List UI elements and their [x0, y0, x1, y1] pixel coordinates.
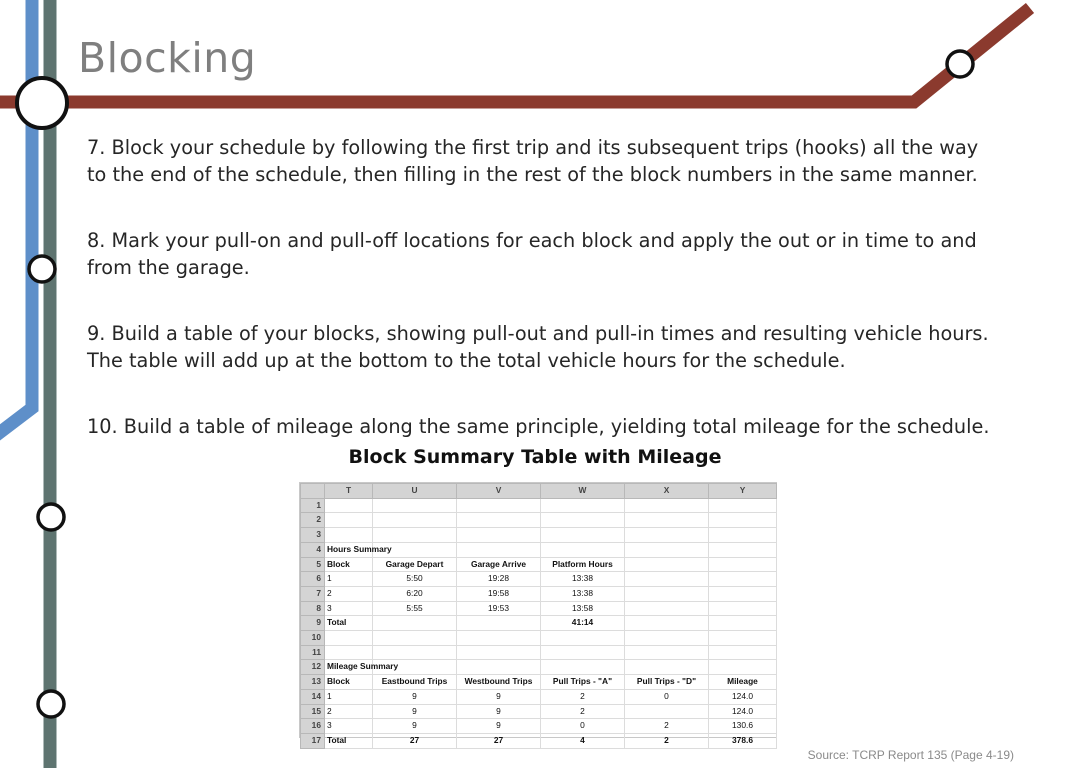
table-cell: 6:20: [373, 586, 457, 601]
table-cell: 41:14: [541, 616, 625, 631]
table-cell: [709, 586, 777, 601]
table-cell: 0: [541, 719, 625, 734]
table-cell: 13:38: [541, 586, 625, 601]
table-cell: Total: [325, 733, 373, 748]
table-cell: [325, 645, 373, 660]
table-cell: [709, 572, 777, 587]
table-cell: Block: [325, 675, 373, 690]
table-cell: [541, 660, 625, 675]
source-citation: Source: TCRP Report 135 (Page 4-19): [807, 748, 1014, 762]
table-row: [301, 675, 777, 690]
stop-circle: [947, 51, 973, 77]
column-header: V: [457, 484, 541, 499]
row-number: 6: [301, 572, 325, 587]
row-number: 14: [301, 689, 325, 704]
column-header-row: [301, 484, 777, 499]
table-cell: 1: [325, 689, 373, 704]
table-cell: 5:50: [373, 572, 457, 587]
table-cell: 9: [373, 719, 457, 734]
table-cell: [625, 616, 709, 631]
table-row: [301, 572, 777, 587]
table-cell: 2: [541, 704, 625, 719]
table-cell: 27: [373, 733, 457, 748]
step-7-paragraph: 7. Block your schedule by following the first trip and its subsequent trips (hooks) all the way to the end of the schedule, then filling in the rest of the block numbers in the same manner.: [87, 136, 979, 186]
table-cell: [541, 645, 625, 660]
table-cell: [709, 542, 777, 557]
table-cell: [541, 631, 625, 646]
table-cell: [457, 542, 541, 557]
table-cell: 2: [625, 733, 709, 748]
table-cell: [625, 631, 709, 646]
table-cell: [709, 631, 777, 646]
block-summary-table: [300, 483, 777, 749]
row-number: 10: [301, 631, 325, 646]
table-cell: 27: [457, 733, 541, 748]
table-cell: [325, 528, 373, 543]
table-cell: 0: [625, 689, 709, 704]
table-cell: 13:38: [541, 572, 625, 587]
table-row: [301, 631, 777, 646]
table-cell: 2: [541, 689, 625, 704]
column-header: U: [373, 484, 457, 499]
table-cell: [625, 498, 709, 513]
row-number: 12: [301, 660, 325, 675]
table-cell: 9: [457, 719, 541, 734]
table-cell: 378.6: [709, 733, 777, 748]
table-row: [301, 528, 777, 543]
stop-circle: [38, 691, 64, 717]
table-cell: [325, 498, 373, 513]
row-number: 5: [301, 557, 325, 572]
table-cell: Garage Arrive: [457, 557, 541, 572]
table-cell: [625, 660, 709, 675]
table-cell: [709, 513, 777, 528]
table-cell: 9: [457, 704, 541, 719]
table-cell: 3: [325, 719, 373, 734]
table-cell: 9: [373, 704, 457, 719]
table-row: [301, 601, 777, 616]
table-cell: Eastbound Trips: [373, 675, 457, 690]
step-9-paragraph: 9. Build a table of your blocks, showing pull-out and pull-in times and resulting vehicle hours. The table will add up at the bottom to the total vehicle hours for the schedule.: [87, 322, 989, 372]
table-cell: [709, 557, 777, 572]
row-number: 16: [301, 719, 325, 734]
table-cell: 9: [457, 689, 541, 704]
table-cell: [625, 542, 709, 557]
table-cell: Garage Depart: [373, 557, 457, 572]
table-cell: 124.0: [709, 689, 777, 704]
table-cell: [373, 528, 457, 543]
spreadsheet-body: [301, 498, 777, 748]
table-cell: 19:53: [457, 601, 541, 616]
table-row: [301, 542, 777, 557]
corner-cell: [301, 484, 325, 499]
table-cell: Pull Trips - "D": [625, 675, 709, 690]
table-row: [301, 733, 777, 748]
table-cell: [457, 645, 541, 660]
table-cell: 13:58: [541, 601, 625, 616]
row-number: 3: [301, 528, 325, 543]
row-number: 1: [301, 498, 325, 513]
large-stop-circle: [17, 78, 67, 128]
table-cell: [541, 498, 625, 513]
column-header: X: [625, 484, 709, 499]
table-cell: [541, 513, 625, 528]
table-cell: 3: [325, 601, 373, 616]
table-cell: [625, 601, 709, 616]
table-cell: [457, 660, 541, 675]
table-row: [301, 513, 777, 528]
table-cell: 9: [373, 689, 457, 704]
table-cell: [373, 498, 457, 513]
table-cell: 130.6: [709, 719, 777, 734]
table-row: [301, 719, 777, 734]
table-cell: [625, 572, 709, 587]
stop-circle: [38, 504, 64, 530]
column-header: Y: [709, 484, 777, 499]
table-cell: [457, 631, 541, 646]
blue-route-line: [0, 0, 32, 440]
table-cell: [709, 528, 777, 543]
row-number: 4: [301, 542, 325, 557]
table-cell: 5:55: [373, 601, 457, 616]
step-10-paragraph: 10. Build a table of mileage along the same principle, yielding total mileage for the schedule.: [87, 415, 990, 438]
table-cell: Hours Summary: [325, 542, 373, 557]
table-cell: [325, 631, 373, 646]
table-cell: Mileage Summary: [325, 660, 373, 675]
table-cell: [625, 528, 709, 543]
table-cell: Platform Hours: [541, 557, 625, 572]
table-cell: [541, 542, 625, 557]
step-8-paragraph: 8. Mark your pull-on and pull-off locations for each block and apply the out or in time to and from the garage.: [87, 229, 977, 279]
table-cell: Pull Trips - "A": [541, 675, 625, 690]
table-row: [301, 586, 777, 601]
stop-circle: [29, 256, 55, 282]
table-cell: [709, 645, 777, 660]
table-cell: Total: [325, 616, 373, 631]
row-number: 9: [301, 616, 325, 631]
table-cell: [325, 513, 373, 528]
table-row: [301, 704, 777, 719]
table-row: [301, 498, 777, 513]
table-cell: [457, 528, 541, 543]
table-cell: 4: [541, 733, 625, 748]
table-cell: [457, 498, 541, 513]
table-cell: [625, 704, 709, 719]
table-cell: [373, 631, 457, 646]
table-cell: Westbound Trips: [457, 675, 541, 690]
table-cell: 2: [325, 704, 373, 719]
table-caption: Block Summary Table with Mileage: [348, 446, 722, 468]
row-number: 13: [301, 675, 325, 690]
table-cell: [373, 513, 457, 528]
table-row: [301, 689, 777, 704]
table-row: [301, 645, 777, 660]
table-cell: [373, 616, 457, 631]
slide-title: Blocking: [78, 34, 257, 82]
table-cell: 2: [325, 586, 373, 601]
table-cell: 1: [325, 572, 373, 587]
table-cell: 19:28: [457, 572, 541, 587]
row-number: 15: [301, 704, 325, 719]
table-cell: [709, 498, 777, 513]
table-cell: [625, 586, 709, 601]
table-cell: [541, 528, 625, 543]
column-header: W: [541, 484, 625, 499]
row-number: 8: [301, 601, 325, 616]
table-cell: [625, 645, 709, 660]
spreadsheet-image: [299, 482, 777, 745]
table-cell: 19:58: [457, 586, 541, 601]
table-cell: [709, 601, 777, 616]
table-cell: [373, 645, 457, 660]
table-row: [301, 660, 777, 675]
row-number: 11: [301, 645, 325, 660]
table-cell: 2: [625, 719, 709, 734]
table-cell: [709, 616, 777, 631]
table-cell: [457, 513, 541, 528]
table-cell: [709, 660, 777, 675]
table-row: [301, 557, 777, 572]
row-number: 2: [301, 513, 325, 528]
table-cell: [457, 616, 541, 631]
row-number: 7: [301, 586, 325, 601]
table-cell: Block: [325, 557, 373, 572]
table-cell: [625, 513, 709, 528]
table-cell: [625, 557, 709, 572]
table-cell: Mileage: [709, 675, 777, 690]
column-header: T: [325, 484, 373, 499]
row-number: 17: [301, 733, 325, 748]
table-cell: 124.0: [709, 704, 777, 719]
table-row: [301, 616, 777, 631]
